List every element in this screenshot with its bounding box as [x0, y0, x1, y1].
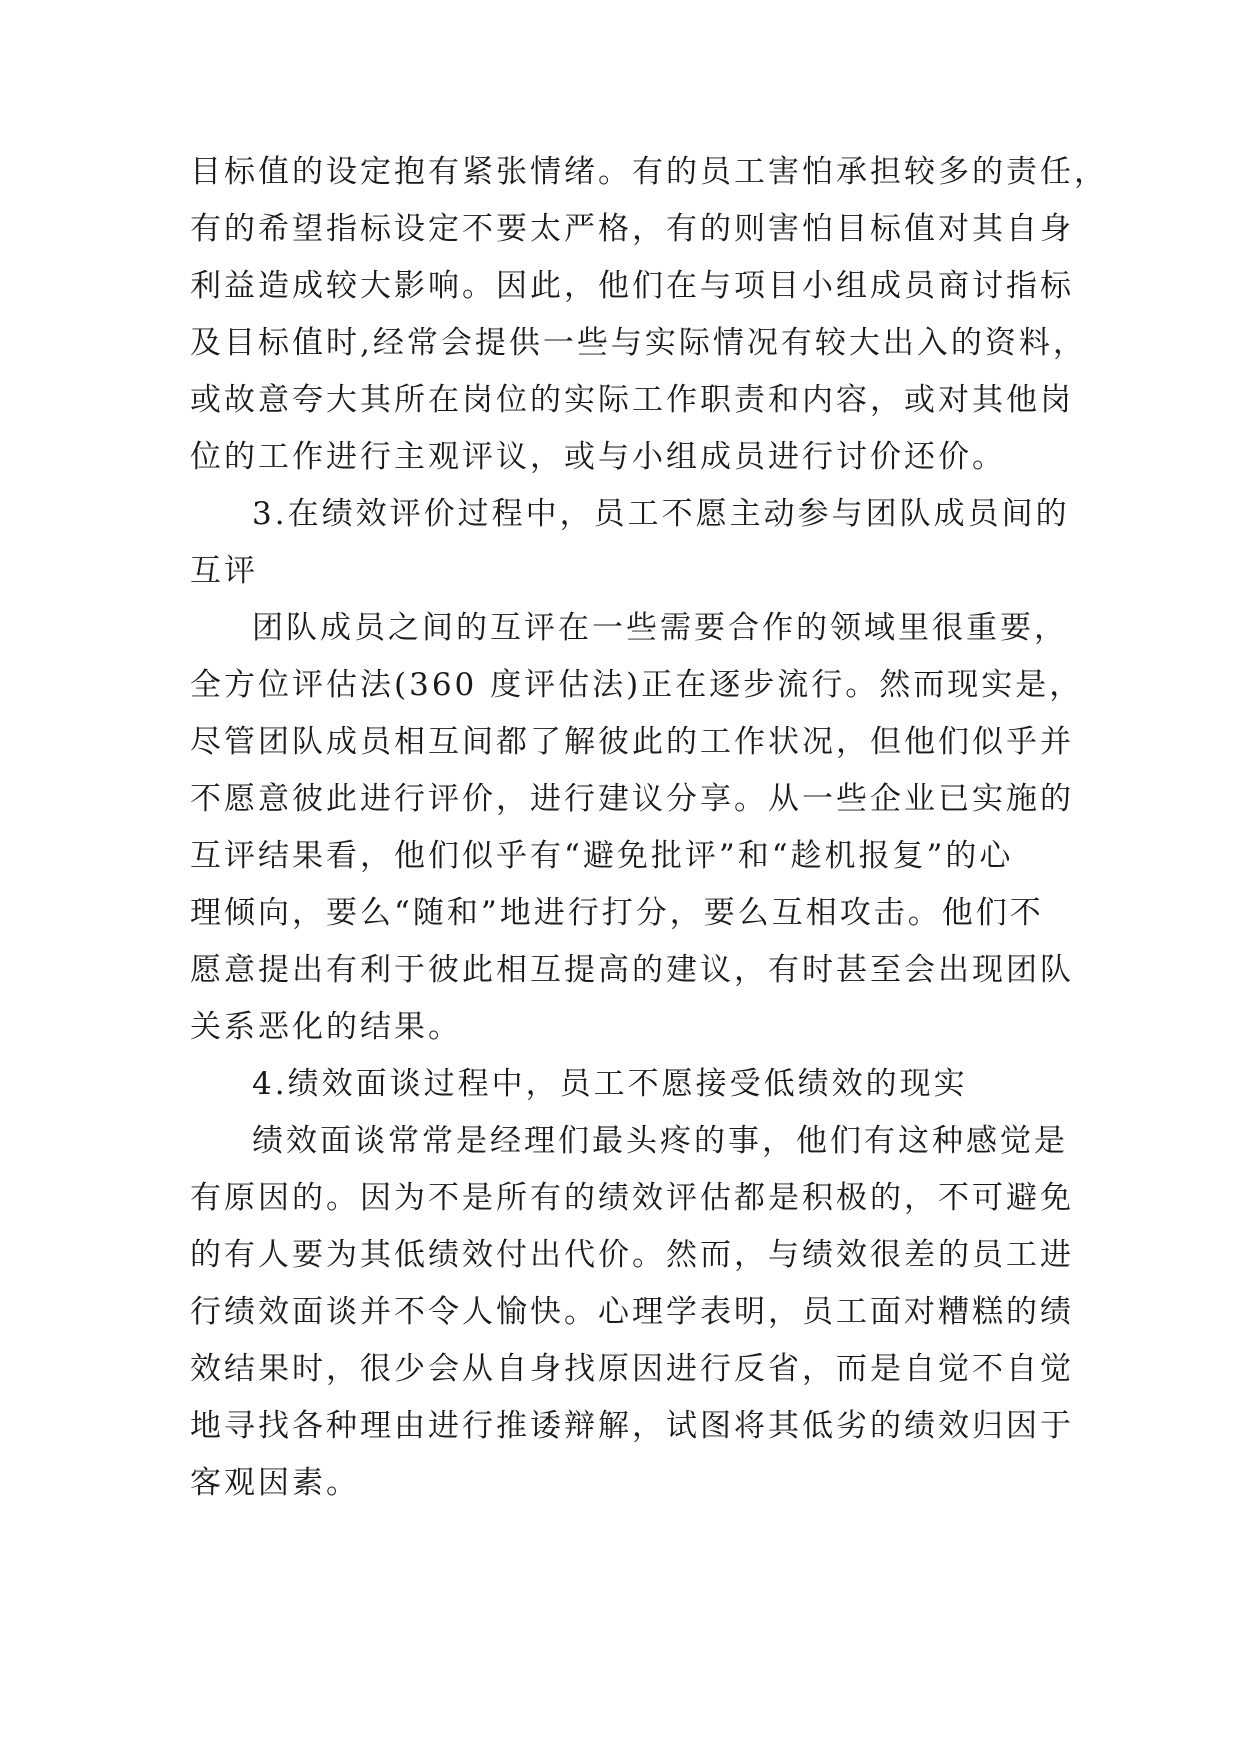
- text-line: 客观因素。: [190, 1465, 360, 1501]
- text-line: 有原因的。因为不是所有的绩效评估都是积极的，不可避免: [190, 1180, 1074, 1216]
- text-line: 不愿意彼此进行评价，进行建议分享。从一些企业已实施的: [190, 781, 1074, 817]
- text-line: 目标值的设定抱有紧张情绪。有的员工害怕承担较多的责任，: [190, 154, 1108, 190]
- text-line: 位的工作进行主观评议，或与小组成员进行讨价还价。: [190, 439, 1006, 475]
- text-line: 关系恶化的结果。: [190, 1009, 462, 1045]
- text-line: 或故意夸大其所在岗位的实际工作职责和内容，或对其他岗: [190, 382, 1074, 418]
- text-line: 及目标值时,经常会提供一些与实际情况有较大出入的资料，: [190, 325, 1087, 361]
- text-line: 尽管团队成员相互间都了解彼此的工作状况，但他们似乎并: [190, 724, 1074, 760]
- text-line: 的有人要为其低绩效付出代价。然而，与绩效很差的员工进: [190, 1237, 1074, 1273]
- section-heading: 4.绩效面谈过程中，员工不愿接受低绩效的现实: [252, 1066, 968, 1102]
- text-line: 地寻找各种理由进行推诿辩解，试图将其低劣的绩效归因于: [190, 1408, 1074, 1444]
- text-line: 利益造成较大影响。因此，他们在与项目小组成员商讨指标: [190, 268, 1074, 304]
- text-line: 有的希望指标设定不要太严格，有的则害怕目标值对其自身: [190, 211, 1074, 247]
- text-line: 绩效面谈常常是经理们最头疼的事，他们有这种感觉是: [252, 1123, 1068, 1159]
- section-heading: 3.在绩效评价过程中，员工不愿主动参与团队成员间的: [252, 496, 1070, 532]
- text-line: 行绩效面谈并不令人愉快。心理学表明，员工面对糟糕的绩: [190, 1294, 1074, 1330]
- text-line: 团队成员之间的互评在一些需要合作的领域里很重要，: [252, 610, 1068, 646]
- text-line: 理倾向，要么“随和”地进行打分，要么互相攻击。他们不: [190, 895, 1044, 931]
- text-line: 愿意提出有利于彼此相互提高的建议，有时甚至会出现团队: [190, 952, 1074, 988]
- text-line: 效结果时，很少会从自身找原因进行反省，而是自觉不自觉: [190, 1351, 1074, 1387]
- text-line: 互评结果看，他们似乎有“避免批评”和“趁机报复”的心: [190, 838, 1014, 874]
- text-line: 全方位评估法(360 度评估法)正在逐步流行。然而现实是，: [190, 667, 1084, 703]
- section-heading-continued: 互评: [190, 553, 258, 589]
